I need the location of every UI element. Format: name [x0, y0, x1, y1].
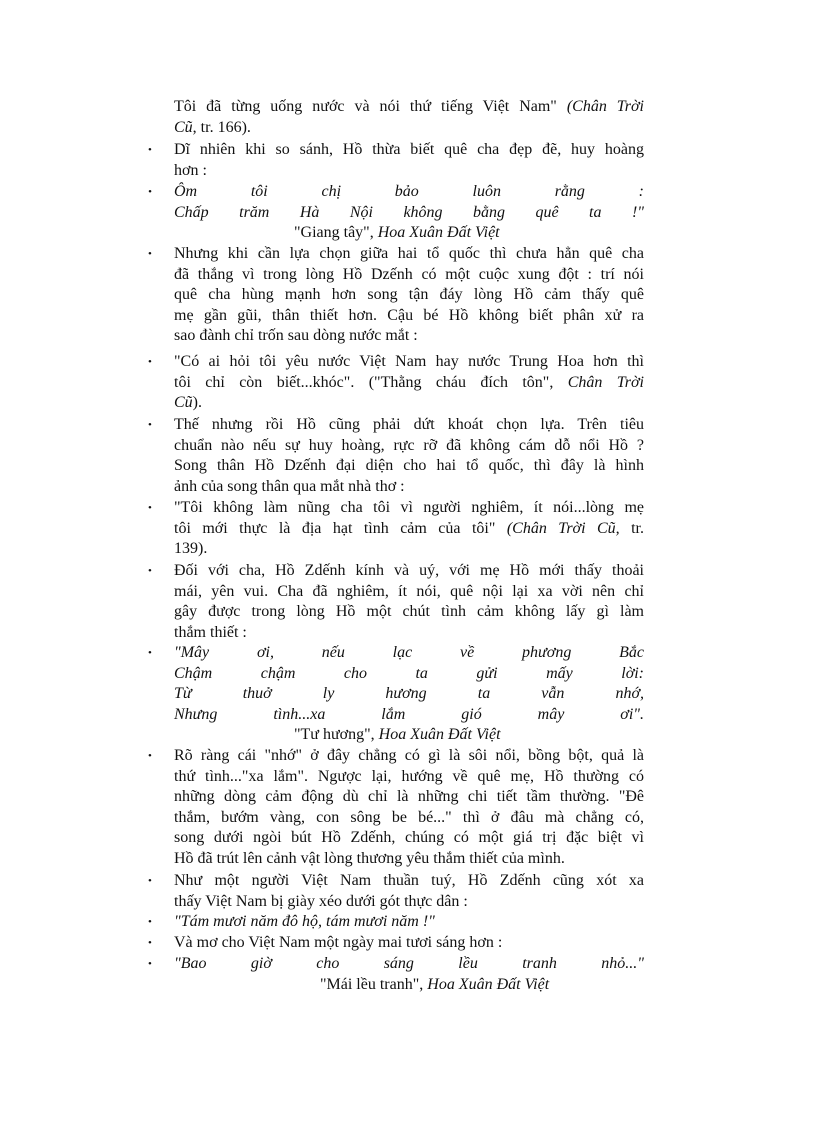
poem-line: Chấp trăm Hà Nội không bằng quê ta !" [174, 203, 644, 221]
text-line: thắm thiết : [174, 623, 247, 641]
text-line: "Tám mươi năm đô hộ, tám mươi năm !" [174, 913, 435, 930]
bullet-paragraph [148, 352, 645, 414]
poem-line: "Bao giờ cho sáng lều tranh nhỏ..." [174, 955, 644, 972]
text-line: Thế nhưng rồi Hồ cũng phải dứt khoát chọn lựa. Trên tiêu [174, 416, 644, 433]
bullet-icon: • [148, 186, 152, 198]
bullet-icon: • [148, 248, 152, 260]
text-line: thắm, bướm vàng, con sông be bé..." thì ở đâu mà chẳng có, [174, 808, 644, 826]
poem-caption: "Giang tây", Hoa Xuân Đất Việt [294, 224, 500, 241]
bullet-icon: • [148, 144, 152, 156]
bullet-icon: • [148, 565, 152, 577]
bullet-paragraph [148, 244, 644, 347]
text-line: những dòng cảm động dù chỉ là những chi tiết tầm thường. "Đê [174, 788, 644, 805]
text-line: thứ tình..."xa lắm". Ngược lại, hướng về quê mẹ, Hồ thường có [174, 767, 644, 785]
text-line: Cũ). [174, 394, 202, 411]
bullet-icon: • [148, 502, 152, 514]
text-line: Rõ ràng cái "nhớ" ở đây chẳng có gì là sôi nổi, bồng bột, quả là [174, 747, 644, 764]
text-line: tôi chỉ còn biết...khóc". ("Thằng cháu đích tôn", Chân Trời [174, 373, 645, 391]
bullet-icon: • [148, 356, 152, 368]
bullet-paragraph [148, 746, 644, 869]
text-line: "Tôi không làm nũng cha tôi vì người nghiêm, ít nói...lòng mẹ [174, 499, 644, 516]
poem-line: "Mây ơi, nếu lạc về phương Bắc [174, 644, 644, 661]
bullet-paragraph [148, 871, 644, 912]
text-line: Và mơ cho Việt Nam một ngày mai tươi sáng hơn : [174, 934, 503, 951]
text-line: Song thân Hồ Dzếnh đại diện cho hai tổ quốc, thì đây là hình [174, 457, 644, 474]
poem-line: Ôm tôi chị bảo luôn rằng : [174, 183, 644, 200]
text-line: Dĩ nhiên khi so sánh, Hồ thừa biết quê cha đẹp đẽ, huy hoàng [174, 141, 644, 158]
text-line: mẹ gần gũi, thân thiết hơn. Cậu bé Hồ không biết phân xử ra [174, 306, 644, 324]
text-line: Cũ, tr. 166). [174, 118, 251, 136]
bullet-paragraph [148, 140, 644, 181]
bullet-icon: • [148, 937, 152, 949]
text-line: ảnh của song thân qua mắt nhà thơ : [174, 477, 405, 495]
text-line: quê cha hùng mạnh hơn song tận đáy lòng Hồ cảm thấy quê [174, 286, 644, 303]
poem-caption: "Tư hương", Hoa Xuân Đất Việt [294, 726, 501, 743]
text-line: song dưới ngòi bút Hồ Zdếnh, chúng có một giá trị đặc biệt vì [174, 829, 644, 846]
text-line: gây được trong lòng Hồ một chút tình cảm không lấy gì làm [174, 603, 644, 620]
text-line: Đối với cha, Hồ Zdếnh kính và uý, với mẹ Hồ mới thấy thoải [174, 562, 644, 579]
poem-line: Nhưng tình...xa lắm gió mây ơi". [174, 705, 644, 723]
bullet-paragraph [148, 415, 644, 497]
text-line: Nhưng khi cần lựa chọn giữa hai tổ quốc thì chưa hẳn quê cha [174, 245, 644, 262]
poem-quote [148, 182, 644, 244]
bullet-paragraph [148, 498, 645, 560]
text-line: hơn : [174, 161, 207, 179]
poem-caption: "Mái lều tranh", Hoa Xuân Đất Việt [320, 975, 550, 993]
text-line: Hồ đã trút lên cảnh vật lòng thương yêu thắm thiết của mình. [174, 849, 565, 867]
paragraph-continuation [174, 97, 644, 138]
bullet-icon: • [148, 875, 152, 887]
bullet-icon: • [148, 958, 152, 970]
poem-line: Chậm chậm cho ta gửi mấy lời: [174, 664, 644, 682]
bullet-icon: • [148, 750, 152, 762]
text-line: sao đành chỉ trốn sau dòng nước mắt : [174, 327, 418, 344]
text-line: Như một người Việt Nam thuần tuý, Hồ Zdếnh cũng xót xa [174, 872, 644, 889]
text-line: Tôi đã từng uống nước và nói thứ tiếng Việt Nam" (Chân Trời [174, 98, 644, 115]
text-line: đã thắng vì trong lòng Hồ Dzếnh có một cuộc xung đột : trí nói [174, 265, 644, 283]
poem-quote [148, 954, 644, 995]
bullet-icon: • [148, 647, 152, 659]
text-line: mái, yên vui. Cha đã nghiêm, ít nói, quê nội lại xa vời nên chỉ [174, 582, 644, 600]
bullet-paragraph [148, 933, 644, 954]
poem-quote [148, 643, 644, 746]
text-line: "Có ai hỏi tôi yêu nước Việt Nam hay nước Trung Hoa hơn thì [174, 353, 644, 370]
poem-line: Từ thuở ly hương ta vẫn nhớ, [174, 685, 644, 702]
text-line: chuẩn nào nếu sự huy hoàng, rực rỡ đã không cám dỗ nổi Hồ ? [174, 436, 644, 454]
bullet-icon: • [148, 916, 152, 928]
italic-quote [148, 912, 644, 933]
text-line: tôi mới thực là địa hạt tình cảm của tôi" (Chân Trời Cũ, tr. [174, 519, 645, 537]
text-line: 139). [174, 540, 208, 557]
text-line: thấy Việt Nam bị giày xéo dưới gót thực dân : [174, 892, 468, 910]
bullet-paragraph [148, 561, 644, 643]
bullet-icon: • [148, 419, 152, 431]
